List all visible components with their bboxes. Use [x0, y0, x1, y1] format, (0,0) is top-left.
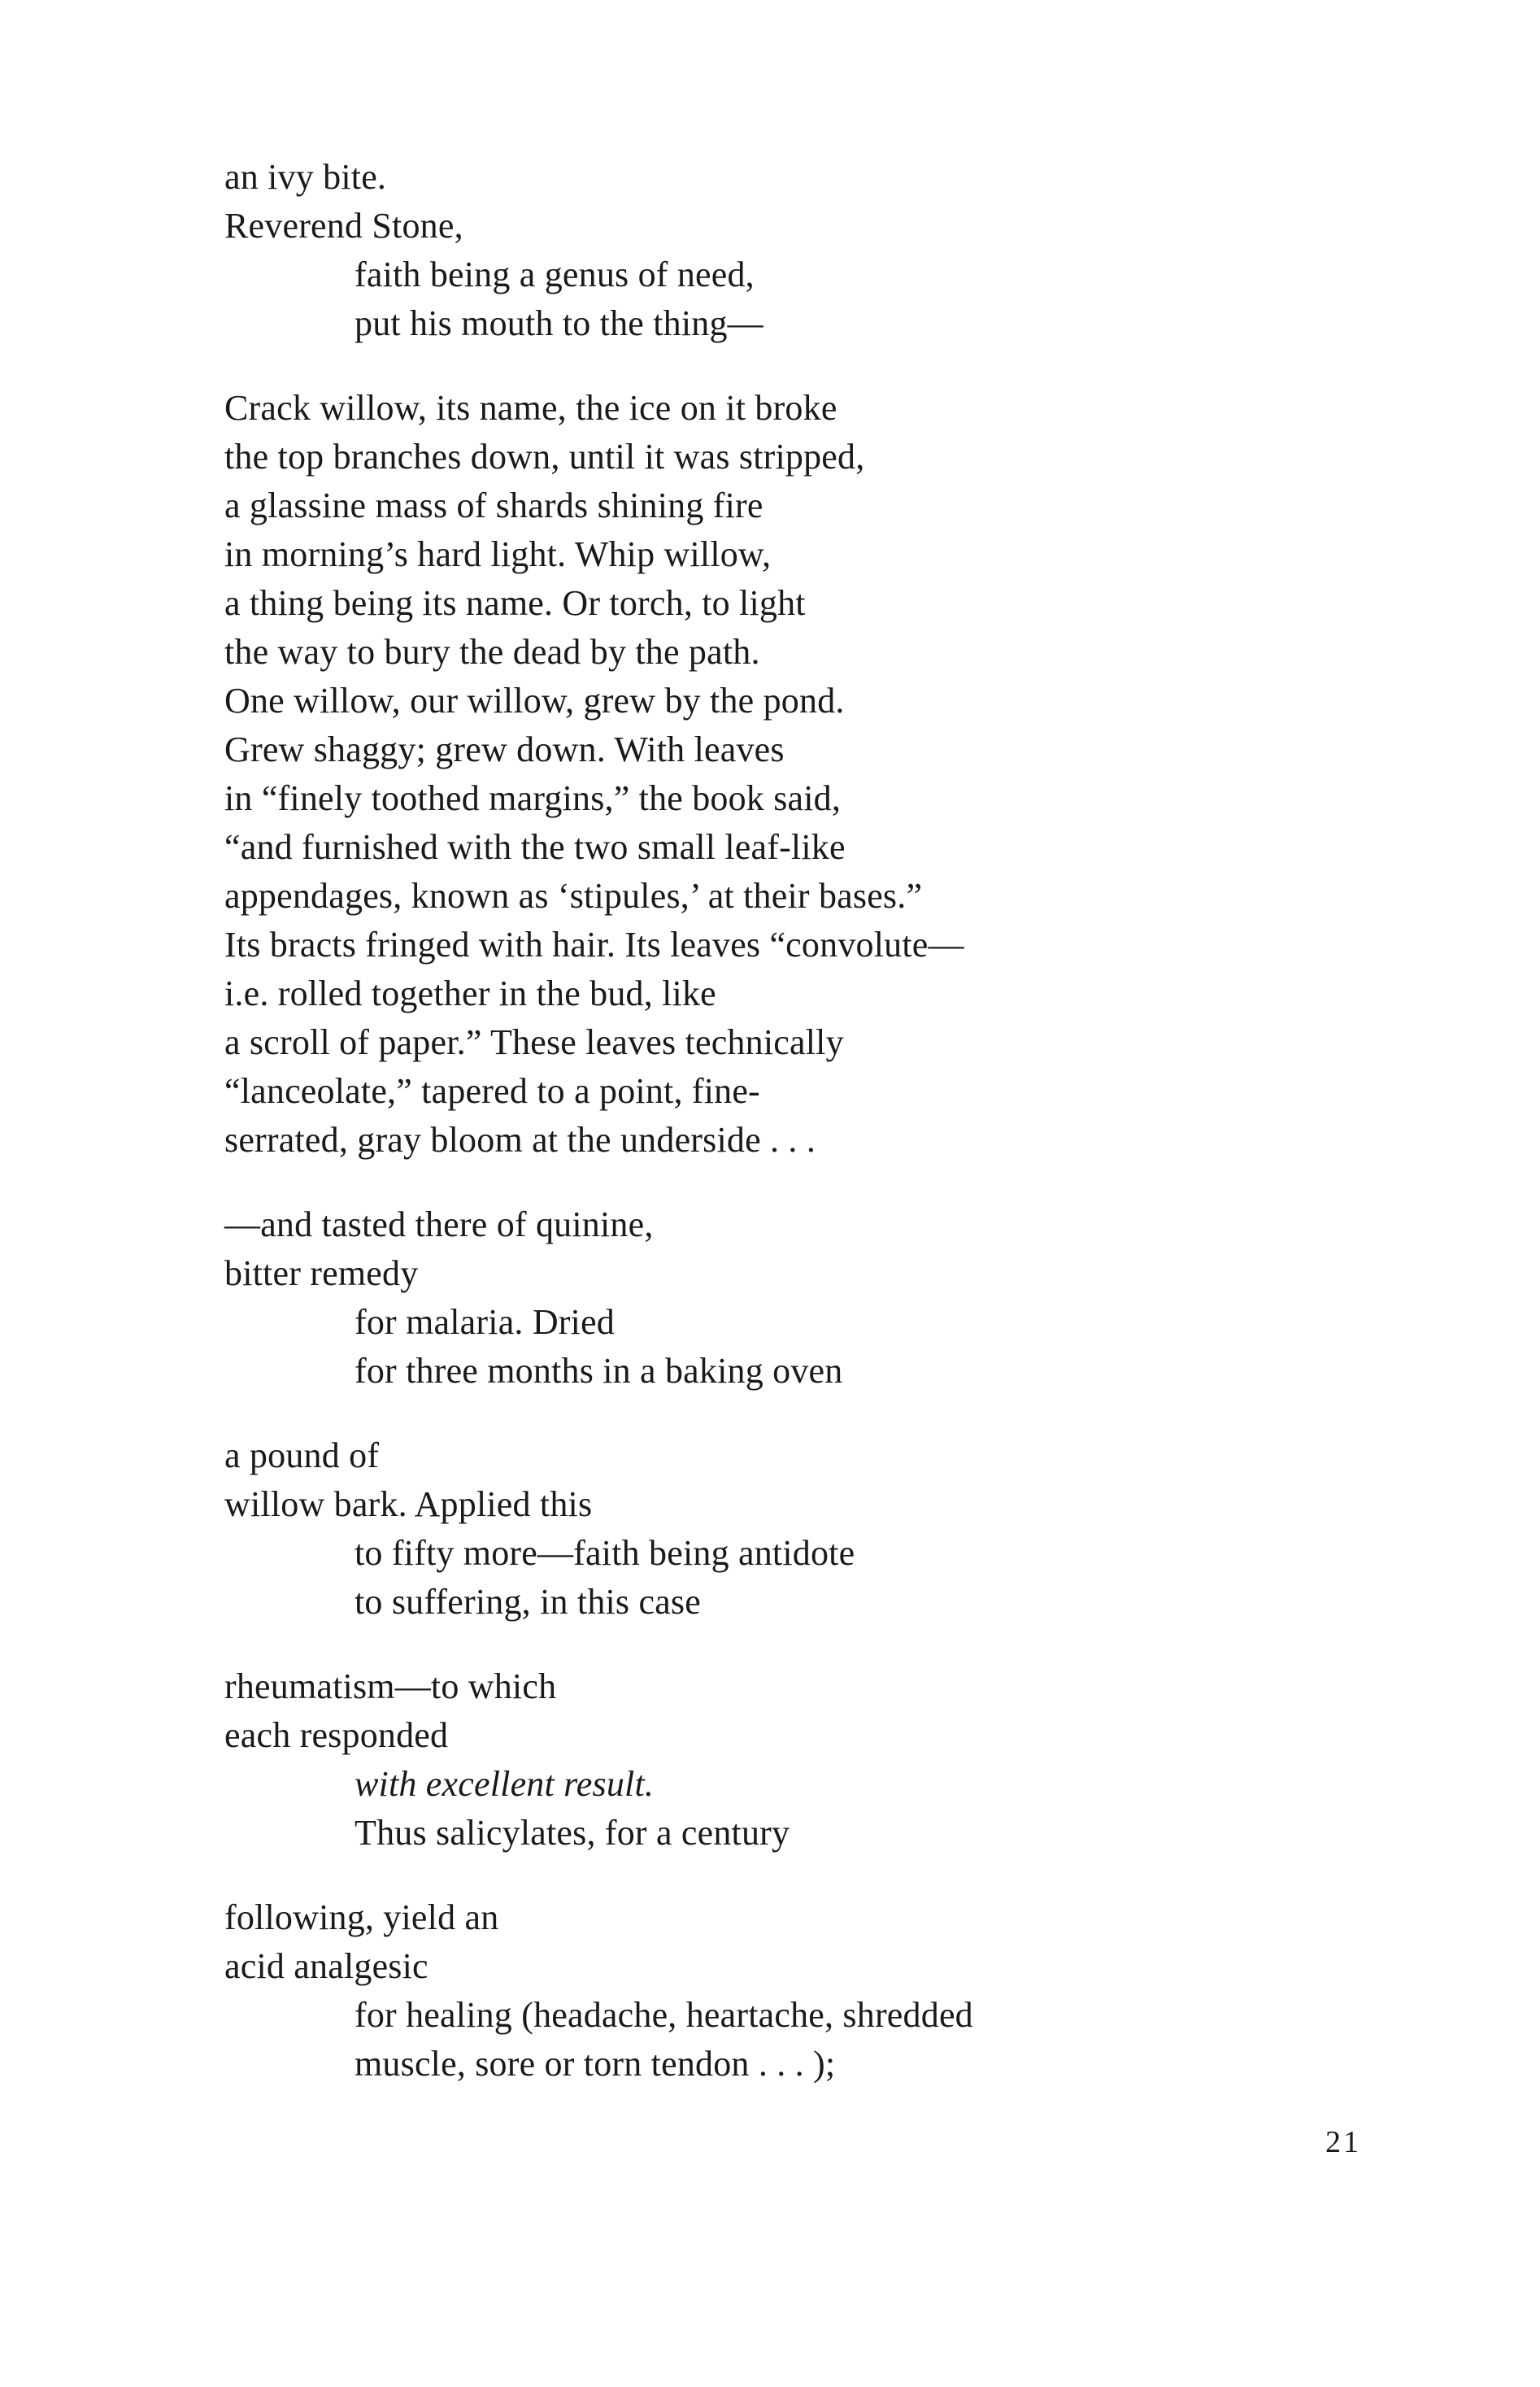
stanza — [224, 1431, 1363, 1627]
poem-line: an ivy bite. — [224, 157, 387, 197]
poem-line: “and furnished with the two small leaf-like — [224, 827, 846, 867]
poem-line: One willow, our willow, grew by the pond. — [224, 681, 845, 721]
poem-line: “lanceolate,” tapered to a point, fine- — [224, 1071, 760, 1111]
poem-line: muscle, sore or torn tendon . . . ); — [355, 2044, 836, 2084]
poem-line: faith being a genus of need, — [355, 255, 755, 294]
poem-line: the way to bury the dead by the path. — [224, 632, 760, 672]
poem-line: Its bracts fringed with hair. Its leaves “convolute— — [224, 925, 964, 965]
poem-line: for malaria. Dried — [355, 1302, 616, 1342]
poem-line: appendages, known as ‘stipules,’ at their bases.” — [224, 876, 923, 916]
poem-line: for healing (headache, heartache, shredded — [355, 1995, 973, 2035]
poem-body — [224, 153, 1363, 2124]
page-number: 21 — [1325, 2125, 1361, 2159]
stanza — [224, 1893, 1363, 2089]
poem-line: rheumatism—to which — [224, 1666, 557, 1706]
poem-line: bitter remedy — [224, 1253, 419, 1293]
poem-line: acid analgesic — [224, 1946, 429, 1986]
poem-line: a thing being its name. Or torch, to light — [224, 583, 806, 623]
poem-line: to fifty more—faith being antidote — [355, 1533, 855, 1573]
poem-line: following, yield an — [224, 1897, 499, 1937]
poem-line: Crack willow, its name, the ice on it broke — [224, 388, 837, 428]
poem-line: Thus salicylates, for a century — [355, 1813, 790, 1853]
poem-line: serrated, gray bloom at the underside . . . — [224, 1120, 816, 1160]
poem-line: to suffering, in this case — [355, 1582, 701, 1622]
poem-line: for three months in a baking oven — [355, 1351, 843, 1391]
poem-line: in morning’s hard light. Whip willow, — [224, 534, 772, 574]
poem-line: Reverend Stone, — [224, 206, 463, 246]
poem-line: with excellent result. — [355, 1764, 655, 1804]
poem-line: —and tasted there of quinine, — [224, 1204, 654, 1244]
poem-line: put his mouth to the thing— — [355, 303, 763, 343]
poem-line: a scroll of paper.” These leaves technically — [224, 1022, 844, 1062]
poem-line: the top branches down, until it was stripped, — [224, 437, 865, 477]
poem-line: a pound of — [224, 1435, 380, 1475]
poem-line: a glassine mass of shards shining fire — [224, 486, 763, 525]
stanza — [224, 1662, 1363, 1858]
poem-line: Grew shaggy; grew down. With leaves — [224, 730, 785, 769]
stanza — [224, 384, 1363, 1165]
poem-line: each responded — [224, 1715, 449, 1755]
poem-line: in “finely toothed margins,” the book said, — [224, 778, 842, 818]
poem-line: willow bark. Applied this — [224, 1484, 593, 1524]
stanza — [224, 1200, 1363, 1396]
poem-line: i.e. rolled together in the bud, like — [224, 974, 716, 1013]
stanza — [224, 153, 1363, 348]
